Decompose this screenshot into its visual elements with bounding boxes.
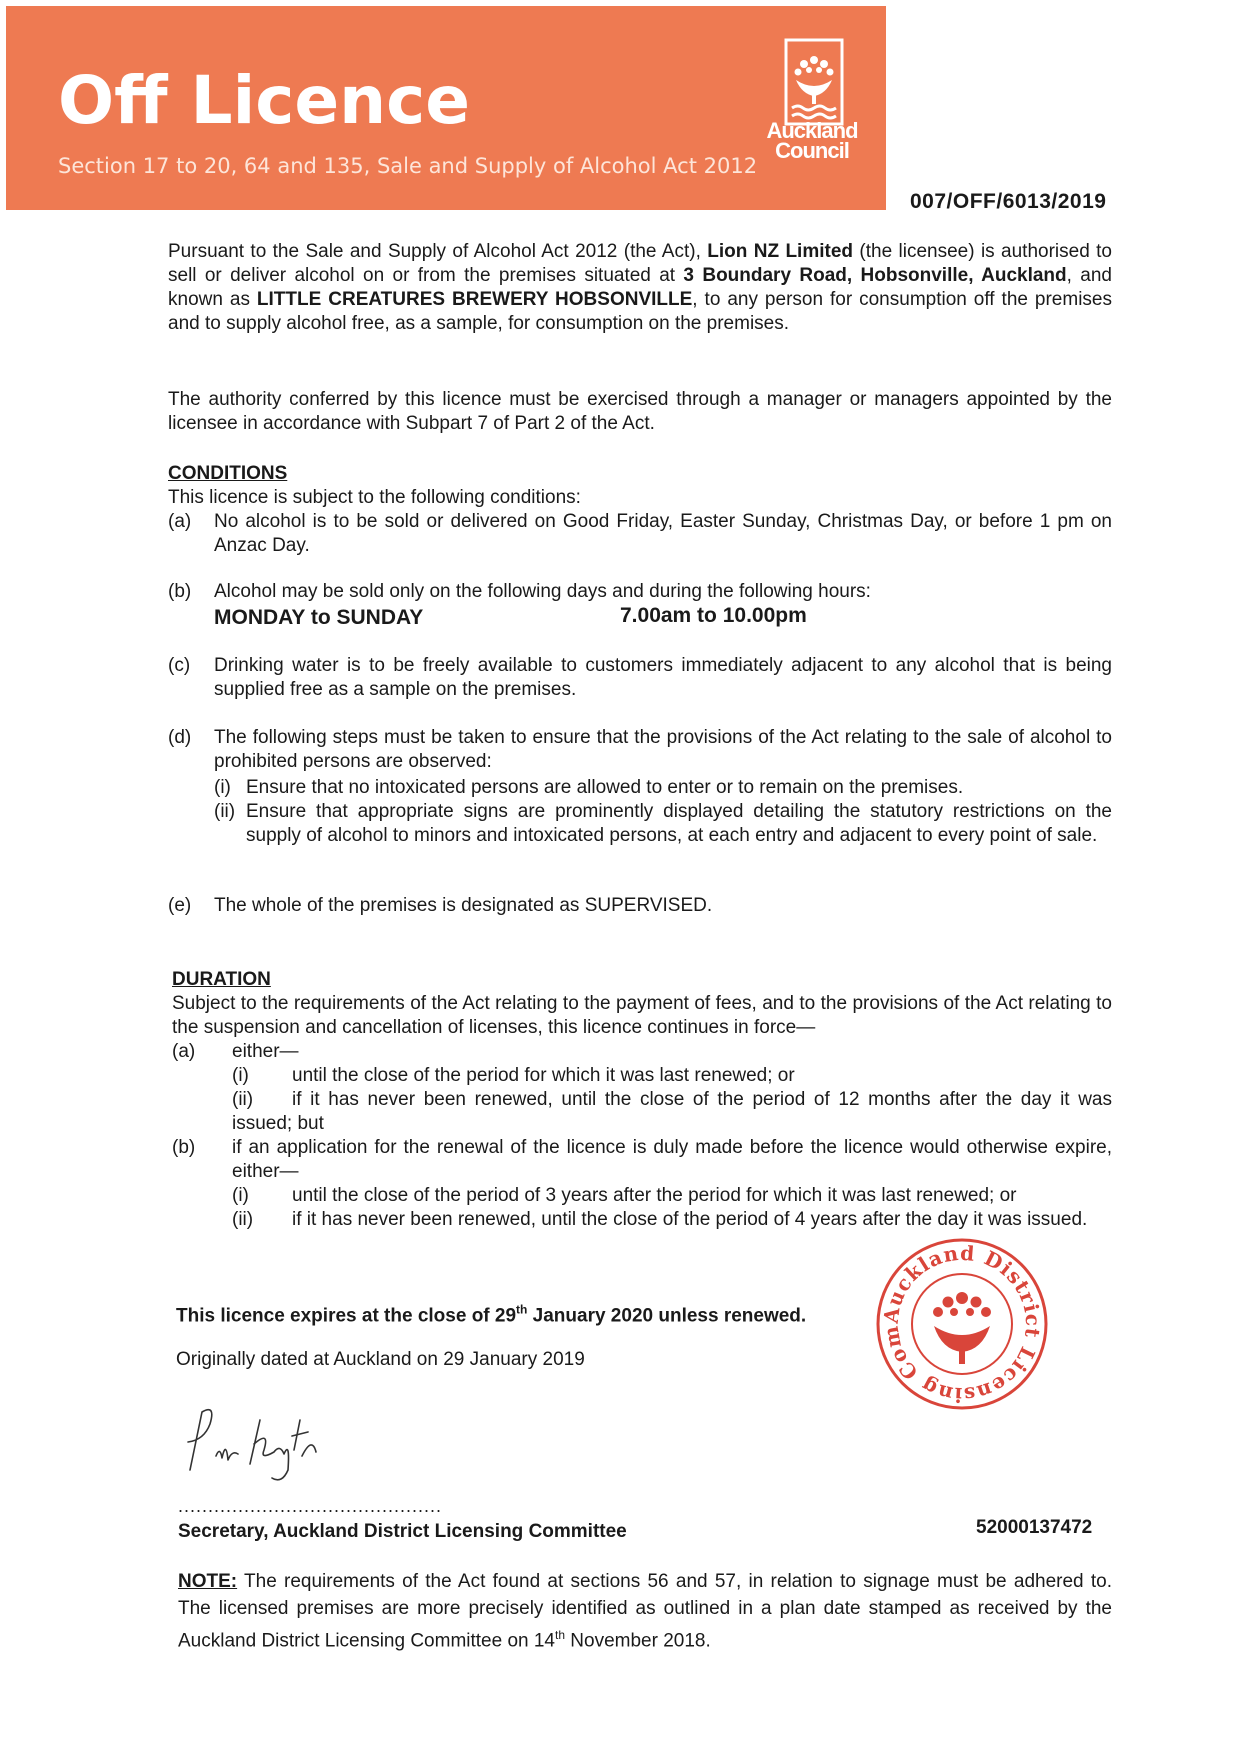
condition-a-text: No alcohol is to be sold or delivered on Good Friday, Easter Sunday, Christmas Day, or before 1 pm on Anzac Day. [214,511,1112,556]
expiry-superscript: th [516,1303,528,1317]
licensee-name: Lion NZ Limited [707,241,854,262]
logo-text-auckland: Auckland [766,118,858,143]
condition-e-label: (e) [168,895,192,916]
intro-text-2: (the licensee) is authorised to sell or deliver alcohol on or from the premises situated at [168,241,1113,286]
stamp-seal-icon [874,1236,1050,1412]
original-date: Originally dated at Auckland on 29 January 2019 [176,1349,585,1370]
stamp-text: Auckland District Licensing Com [878,1240,1046,1408]
duration-heading [172,968,1116,992]
duration-b-label: (b) [172,1137,196,1158]
intro-text-4: , to any person for consumption off the premises and to supply alcohol free, as a sample, for consumption on the premises. [168,289,1112,334]
expiry-statement [176,1298,896,1328]
licensing-committee-stamp [874,1236,1050,1412]
duration-heading-text: DURATION [172,969,271,990]
expiry-text-1: This licence expires at the close of 29 [176,1305,517,1327]
condition-d-ii-text: Ensure that appropriate signs are prominently displayed detailing the statutory restrictions on the supply of alcohol to minors and intoxicated persons, at each entry and adjacent to every point of sale. [246,801,1112,846]
signature [176,1400,336,1490]
logo-text-council: Council [775,138,849,163]
duration-a [172,1040,1112,1140]
duration-a-ii-label: (ii) [232,1089,254,1110]
signature-line: ............................................ [178,1496,443,1516]
condition-b [168,580,1112,636]
condition-e [168,894,1112,918]
authority-paragraph: The authority conferred by this licence must be exercised through a manager or managers appointed by the licensee in accordance with Subpart 7 of Part 2 of the Act. [168,389,1112,434]
trading-days: MONDAY to SUNDAY [214,606,424,629]
header-banner [6,6,886,210]
condition-d-ii-label: (ii) [214,801,236,822]
duration-a-label: (a) [172,1041,196,1062]
licence-reference-number: 007/OFF/6013/2019 [910,190,1107,213]
duration-a-i-text: until the close of the period for which it was last renewed; or [292,1065,795,1086]
document-title: Off Licence [58,62,470,139]
premises-address: 3 Boundary Road, Hobsonville, Auckland [683,265,1067,286]
conditions-heading-text: CONDITIONS [168,463,288,484]
note-text-1: The requirements of the Act found at sections 56 and 57, in relation to signage must be adhered to. The licensed premises are more precisely identified as outlined in a plan date stamped as received by the Auckland District Licensing Committee on 14 [178,1571,1112,1652]
duration-b-i-text: until the close of the period of 3 years after the period for which it was last renewed; or [292,1185,1017,1206]
condition-c [168,654,1112,702]
condition-d-i-label: (i) [214,777,231,798]
intro-paragraph [168,240,1112,336]
document-number: 52000137472 [976,1517,1093,1538]
conditions-heading [168,462,1112,486]
condition-a [168,510,1112,558]
condition-d-text: The following steps must be taken to ensure that the provisions of the Act relating to the sale of alcohol to prohibited persons are observed: [214,727,1112,772]
auckland-council-logo [756,36,868,186]
duration-a-ii-text: if it has never been renewed, until the close of the period of 12 months after the day it was issued; but [232,1089,1112,1134]
condition-c-text: Drinking water is to be freely available to customers immediately adjacent to any alcohol that is being supplied free as a sample on the premises. [214,655,1112,700]
duration-b-i-label: (i) [232,1185,249,1206]
condition-b-label: (b) [168,581,192,602]
duration-b-text: if an application for the renewal of the licence is duly made before the licence would otherwise expire, either— [232,1137,1112,1182]
note-text-2: November 2018. [565,1630,711,1652]
condition-d-label: (d) [168,727,192,748]
expiry-text-2: January 2020 unless renewed. [527,1305,807,1327]
signage-note [178,1568,1112,1654]
duration-a-text: either— [232,1041,299,1062]
duration-b-ii-text: if it has never been renewed, until the close of the period of 4 years after the day it was issued. [292,1209,1088,1230]
duration-b-ii-label: (ii) [232,1209,254,1230]
note-label: NOTE: [178,1571,238,1592]
duration-a-i-label: (i) [232,1065,249,1086]
condition-d [168,726,1112,874]
trading-hours: 7.00am to 10.00pm [620,604,807,627]
condition-b-text: Alcohol may be sold only on the following days and during the following hours: [214,581,871,602]
condition-d-i-text: Ensure that no intoxicated persons are allowed to enter or to remain on the premises. [246,777,964,798]
handwritten-signature-icon [176,1400,336,1490]
condition-a-label: (a) [168,511,192,532]
conditions-lead: This licence is subject to the following conditions: [168,487,581,508]
intro-text-3: , and known as [168,265,1112,310]
duration-lead: Subject to the requirements of the Act relating to the payment of fees, and to the provisions of the Act relating to the suspension and cancellation of licenses, this licence continues in force— [172,993,1112,1038]
document-subtitle: Section 17 to 20, 64 and 135, Sale and Supply of Alcohol Act 2012 [58,154,758,178]
note-superscript: th [555,1628,566,1642]
condition-e-text: The whole of the premises is designated as SUPERVISED. [214,895,713,916]
intro-text-1: Pursuant to the Sale and Supply of Alcohol Act 2012 (the Act), [168,241,708,262]
condition-c-label: (c) [168,655,191,676]
premises-name: LITTLE CREATURES BREWERY HOBSONVILLE [256,289,693,310]
secretary-title: Secretary, Auckland District Licensing Committee [178,1521,627,1542]
